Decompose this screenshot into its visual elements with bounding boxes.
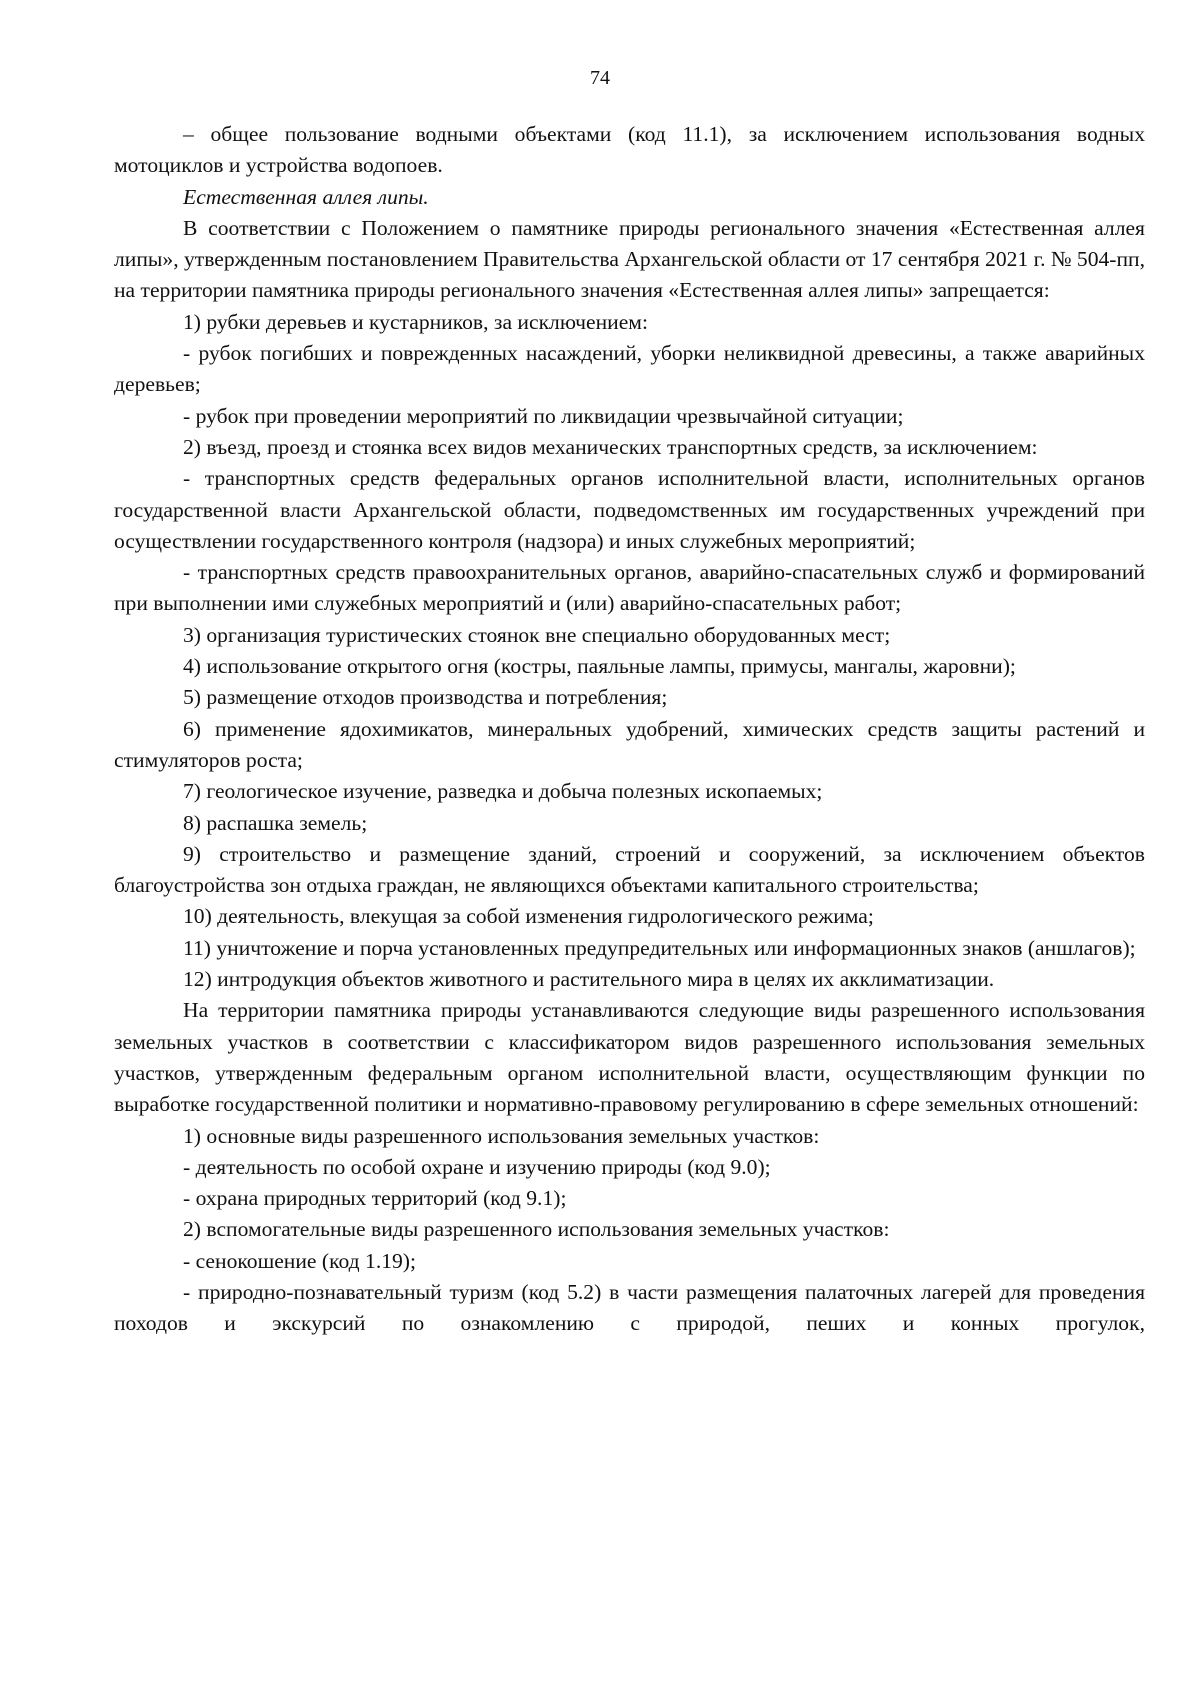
list-item: - природно-познавательный туризм (код 5.2) в части размещения палаточных лагерей для проведения походов и экскурсий по ознакомлению с природой, пеших и конных прогулок, [114, 1279, 1145, 1336]
list-item: - рубок погибших и поврежденных насаждений, уборки неликвидной древесины, а также аварийных деревьев; [114, 341, 1145, 397]
document-body [114, 119, 1145, 1340]
list-item: 12) интродукция объектов животного и растительного мира в целях их акклиматизации. [183, 967, 995, 992]
list-item: 10) деятельность, влекущая за собой изменения гидрологического режима; [183, 904, 874, 929]
list-item: 5) размещение отходов производства и потребления; [183, 685, 668, 710]
list-item: 1) рубки деревьев и кустарников, за исключением: [183, 309, 648, 334]
list-item: - транспортных средств федеральных органов исполнительной власти, исполнительных органов государственной власти Архангельской области, подведомственных им государственных учреждений при осуществлении государственного контроля (надзора) и иных служебных мероприятий; [114, 466, 1145, 553]
paragraph: – общее пользование водными объектами (код 11.1), за исключением использования водных мотоциклов и устройства водопоев. [114, 122, 1145, 178]
section-heading: Естественная аллея липы. [183, 184, 429, 209]
page-number: 74 [590, 67, 610, 89]
paragraph: На территории памятника природы устанавливаются следующие виды разрешенного использования земельных участков в соответствии с классификатором видов разрешенного использования земельных участков, утвержденным федеральным органом исполнительной власти, осуществляющим функции по выработке государственной политики и нормативно-правовому регулированию в сфере земельных отношений: [114, 998, 1145, 1117]
list-item: 4) использование открытого огня (костры, паяльные лампы, примусы, мангалы, жаровни); [183, 654, 1016, 679]
list-item: 6) применение ядохимикатов, минеральных удобрений, химических средств защиты растений и стимуляторов роста; [114, 716, 1145, 772]
list-item: 3) организация туристических стоянок вне специально оборудованных мест; [183, 622, 891, 647]
list-item: 8) распашка земель; [183, 810, 368, 835]
list-item: 9) строительство и размещение зданий, строений и сооружений, за исключением объектов благоустройства зон отдыха граждан, не являющихся объектами капитального строительства; [114, 841, 1145, 898]
list-item: - деятельность по особой охране и изучению природы (код 9.0); [183, 1154, 771, 1179]
list-item: 2) въезд, проезд и стоянка всех видов механических транспортных средств, за исключением: [183, 434, 1038, 459]
list-item: 7) геологическое изучение, разведка и добыча полезных ископаемых; [183, 779, 823, 804]
paragraph: В соответствии с Положением о памятнике природы регионального значения «Естественная аллея липы», утвержденным постановлением Правительства Архангельской области от 17 сентября 2021 г. № 504-пп, на территории памятника природы регионального значения «Естественная аллея липы» запрещается: [114, 215, 1145, 303]
list-item: - сенокошение (код 1.19); [183, 1248, 416, 1273]
list-item: - рубок при проведении мероприятий по ликвидации чрезвычайной ситуации; [183, 403, 904, 428]
list-item: - охрана природных территорий (код 9.1); [183, 1186, 567, 1211]
list-item: 1) основные виды разрешенного использования земельных участков: [183, 1123, 820, 1148]
list-item: - транспортных средств правоохранительных органов, аварийно-спасательных служб и формирований при выполнении ими служебных мероприятий и (или) аварийно-спасательных работ; [114, 560, 1145, 616]
list-item: 2) вспомогательные виды разрешенного использования земельных участков: [183, 1217, 890, 1242]
list-item: 11) уничтожение и порча установленных предупредительных или информационных знаков (аншлагов); [183, 935, 1136, 960]
